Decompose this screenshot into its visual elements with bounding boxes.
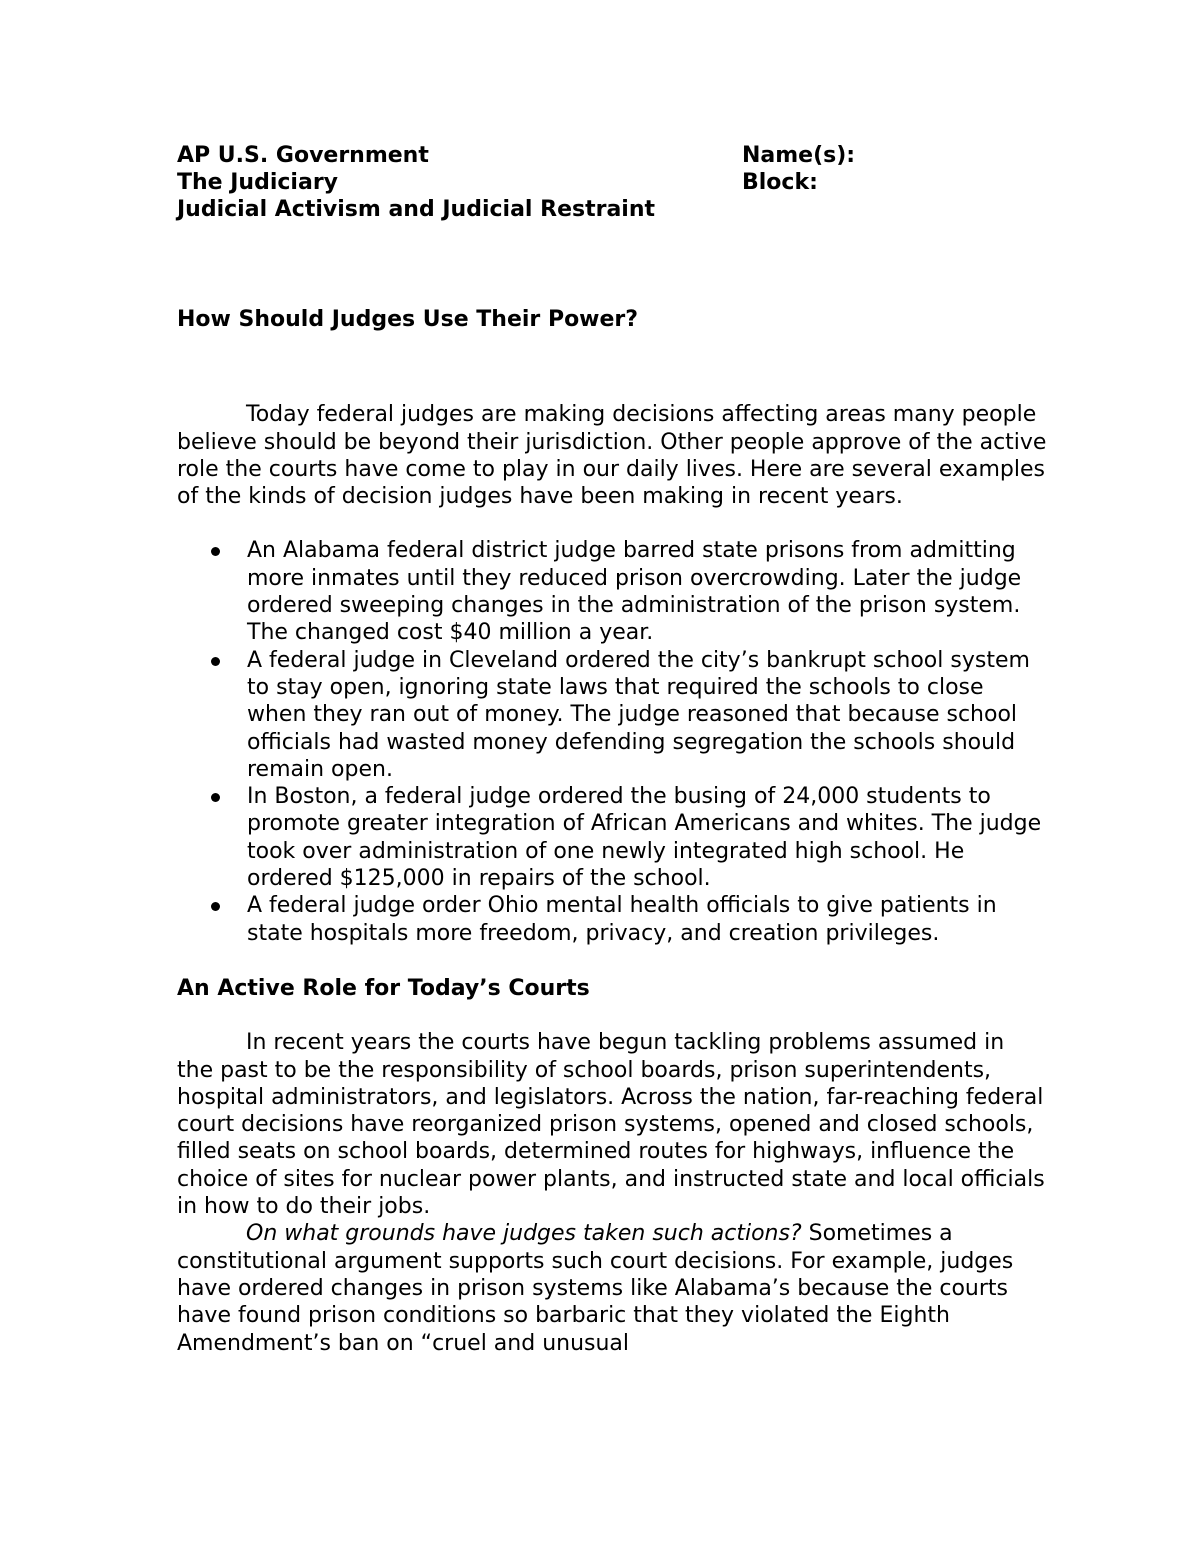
examples-list: [177, 537, 1047, 946]
document-body: [177, 306, 1047, 1357]
grounds-text: Sometimes a constitutional argument supports such court decisions. For example, judges have ordered changes in prison systems like Alabama’s because the courts have found prison conditions so barbaric that they violated the Eighth Amendment’s ban on “cruel and unusual: [177, 1221, 1014, 1356]
header-left: [177, 142, 655, 223]
bullet-icon: [211, 902, 220, 911]
list-item-text: A federal judge order Ohio mental health officials to give patients in state hospitals more freedom, privacy, and creation privileges.: [247, 893, 997, 946]
list-item-text: An Alabama federal district judge barred state prisons from admitting more inmates until they reduced prison overcrowding. Later the judge ordered sweeping changes in the administration of the prison system. The changed cost $40 million a year.: [247, 538, 1022, 646]
grounds-paragraph: [177, 1220, 1047, 1356]
section-heading-active-role: An Active Role for Today’s Courts: [177, 975, 590, 1001]
intro-paragraph: Today federal judges are making decisions affecting areas many people believe should be beyond their jurisdiction. Other people approve of the active role the courts have come to play in our daily lives. Here are several examples of the kinds of decision judges have been making in recent years.: [177, 402, 1047, 510]
unit-title: The Judiciary: [177, 170, 339, 195]
course-title: AP U.S. Government: [177, 143, 429, 168]
list-item-text: In Boston, a federal judge ordered the busing of 24,000 students to promote greater integration of African Americans and whites. The judge took over administration of one newly integrated high school. He ordered $125,000 in repairs of the school.: [247, 784, 1042, 892]
header-right: [742, 142, 855, 196]
bullet-icon: [211, 793, 220, 802]
grounds-question: On what grounds have judges taken such actions?: [246, 1221, 802, 1247]
names-label: Name(s):: [742, 143, 856, 168]
topic-title: Judicial Activism and Judicial Restraint: [177, 197, 656, 222]
list-item: [177, 892, 1047, 947]
list-item-text: A federal judge in Cleveland ordered the city’s bankrupt school system to stay open, ignoring state laws that required the schools to close when they ran out of money. The judge reasoned that because school officials had wasted money defending segregation the schools should remain open.: [247, 647, 1030, 782]
active-role-paragraph: In recent years the courts have begun tackling problems assumed in the past to be the responsibility of school boards, prison superintendents, hospital administrators, and legislators. Across the nation, far-reaching federal court decisions have reorganized prison systems, opened and closed schools, filled seats on school boards, determined routes for highways, influence the choice of sites for nuclear power plants, and instructed state and local officials in how to do their jobs.: [177, 1030, 1045, 1220]
list-item: [177, 647, 1047, 783]
bullet-icon: [211, 547, 220, 556]
list-item: [177, 537, 1047, 646]
section-heading-judges-power: How Should Judges Use Their Power?: [177, 307, 639, 332]
list-item: [177, 783, 1047, 892]
bullet-icon: [211, 657, 220, 666]
block-label: Block:: [742, 170, 818, 195]
